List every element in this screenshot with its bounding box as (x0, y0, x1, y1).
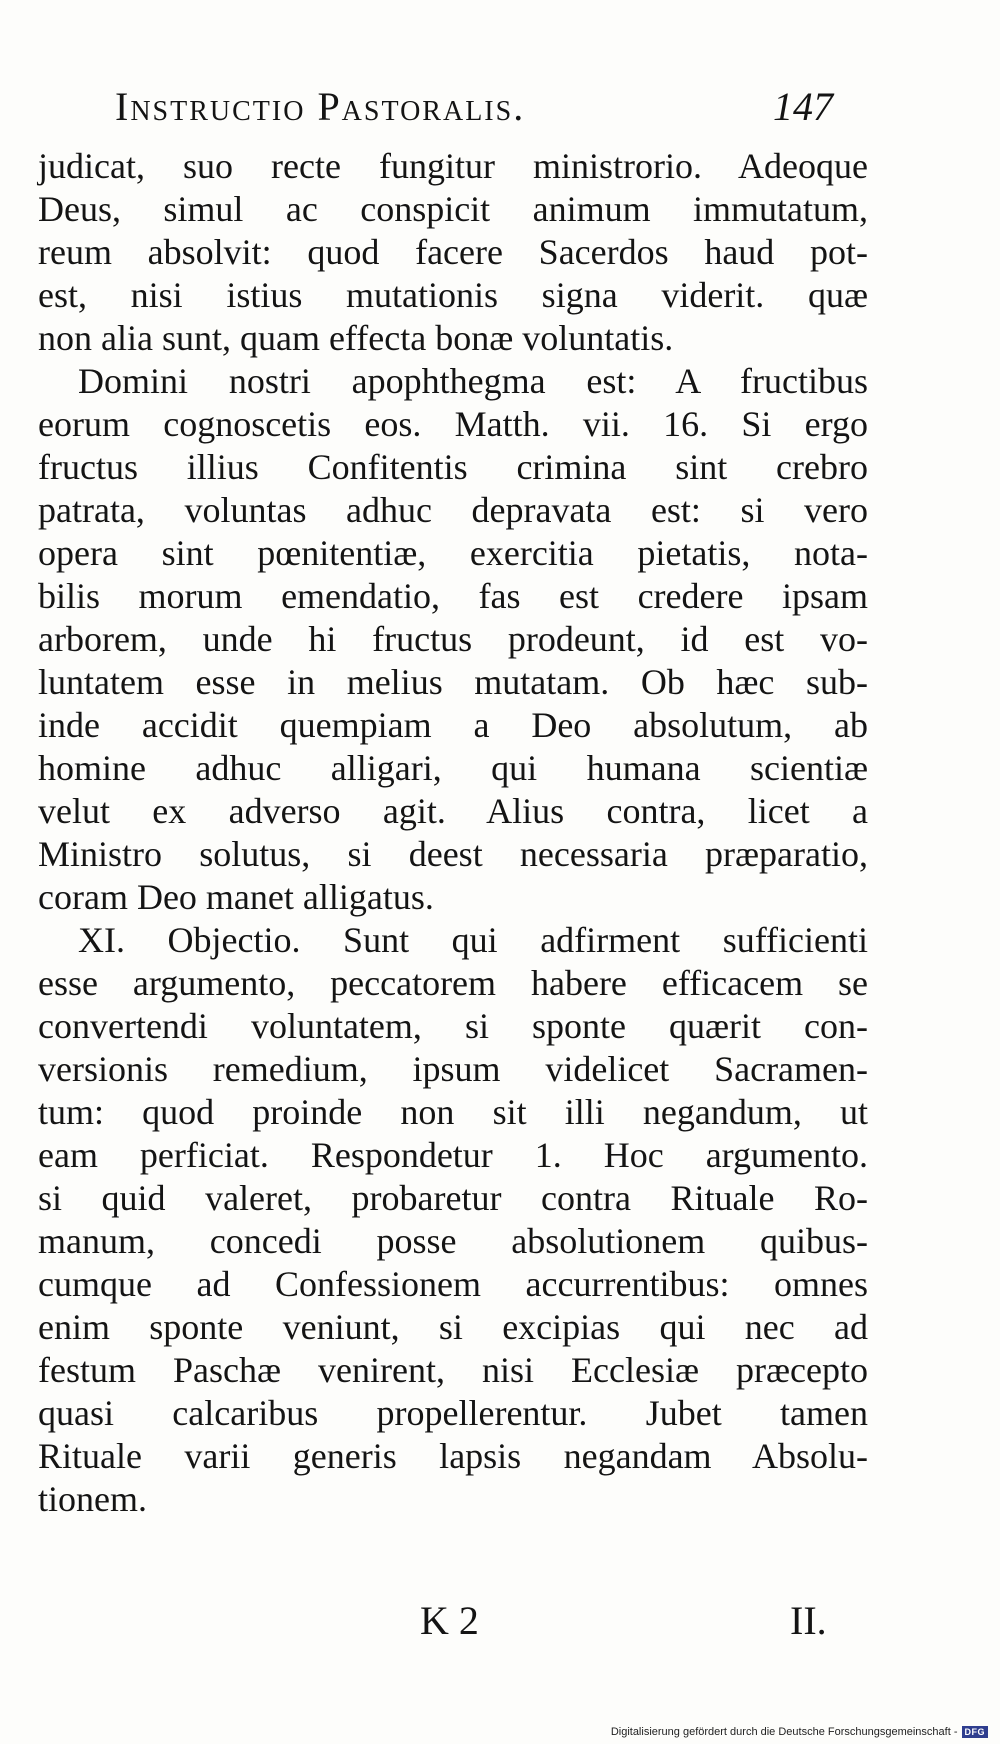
text-line: luntatem esse in melius mutatam. Ob hæc sub- (38, 662, 868, 702)
digitization-credit (611, 1726, 988, 1738)
text-line: coram Deo manet alligatus. (38, 877, 434, 917)
text-line: eam perficiat. Respondetur 1. Hoc argumento. (38, 1135, 868, 1175)
signature-mark: K 2 (420, 1598, 479, 1643)
text-line: manum, concedi posse absolutionem quibus- (38, 1221, 868, 1261)
text-line: quasi calcaribus propellerentur. Jubet tamen (38, 1393, 868, 1433)
text-line: XI. Objectio. Sunt qui adfirment sufficienti (78, 920, 868, 960)
text-line: opera sint pœnitentiæ, exercitia pietatis, nota- (38, 533, 868, 573)
credit-text: Digitalisierung gefördert durch die Deutsche Forschungsgemeinschaft - (610, 1726, 958, 1738)
text-line: convertendi voluntatem, si sponte quærit con- (38, 1006, 868, 1046)
text-line: non alia sunt, quam effecta bonæ voluntatis. (38, 318, 674, 358)
text-line: eorum cognoscetis eos. Matth. vii. 16. Si ergo (38, 404, 868, 444)
text-line: Rituale varii generis lapsis negandam Absolu- (38, 1436, 868, 1476)
text-line: reum absolvit: quod facere Sacerdos haud pot- (38, 232, 868, 272)
text-line: fructus illius Confitentis crimina sint crebro (38, 447, 868, 487)
text-line: patrata, voluntas adhuc depravata est: si vero (38, 490, 868, 530)
text-line: si quid valeret, probaretur contra Rituale Ro- (38, 1178, 868, 1218)
text-line: inde accidit quempiam a Deo absolutum, ab (38, 705, 868, 745)
text-line: cumque ad Confessionem accurrentibus: omnes (38, 1264, 868, 1304)
text-line: judicat, suo recte fungitur ministrorio. Adeoque (38, 146, 868, 186)
page-header (115, 82, 833, 132)
catchword: II. (790, 1598, 827, 1643)
text-line: esse argumento, peccatorem habere efficacem se (38, 963, 868, 1003)
dfg-logo-icon: DFG (962, 1726, 989, 1738)
text-line: Deus, simul ac conspicit animum immutatum, (38, 189, 868, 229)
page-footer (0, 1596, 1000, 1646)
body-text (38, 145, 868, 1521)
text-line: est, nisi istius mutationis signa viderit. quæ (38, 275, 868, 315)
text-line: versionis remedium, ipsum videlicet Sacramen- (38, 1049, 868, 1089)
text-line: tionem. (38, 1479, 147, 1519)
text-line: enim sponte veniunt, si excipias qui nec ad (38, 1307, 868, 1347)
text-line: festum Paschæ venirent, nisi Ecclesiæ præcepto (38, 1350, 868, 1390)
text-line: tum: quod proinde non sit illi negandum, ut (38, 1092, 868, 1132)
text-line: Ministro solutus, si deest necessaria præparatio, (38, 834, 868, 874)
page-number: 147 (773, 84, 833, 129)
text-line: Domini nostri apophthegma est: A fructibus (78, 361, 868, 401)
text-line: velut ex adverso agit. Alius contra, licet a (38, 791, 868, 831)
text-line: arborem, unde hi fructus prodeunt, id est vo- (38, 619, 868, 659)
running-title: Instructio Pastoralis. (115, 84, 526, 129)
text-line: bilis morum emendatio, fas est credere ipsam (38, 576, 868, 616)
text-line: homine adhuc alligari, qui humana scientiæ (38, 748, 868, 788)
